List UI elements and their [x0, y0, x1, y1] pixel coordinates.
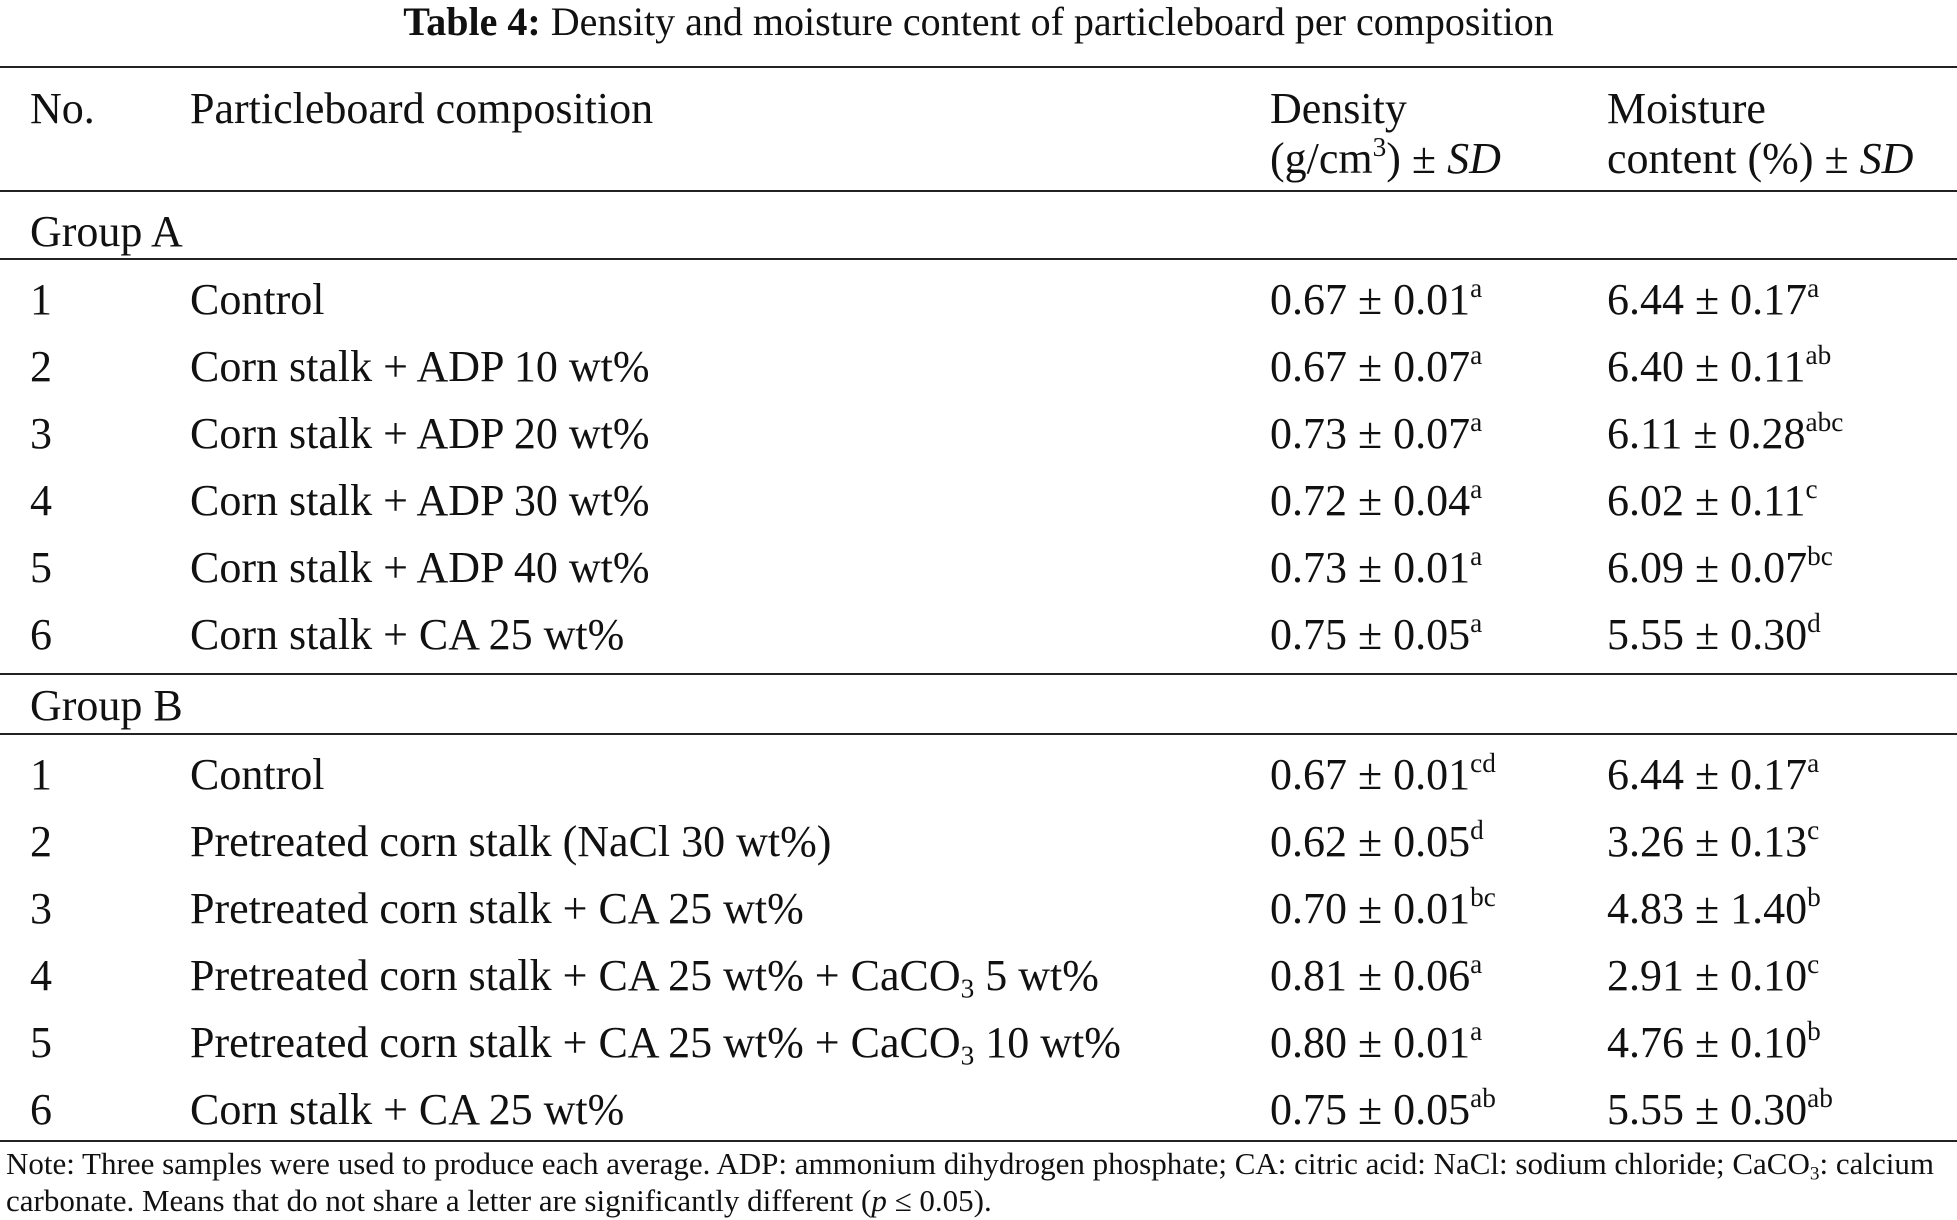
density-letter: a: [1470, 474, 1483, 505]
row-moisture: [1607, 750, 1819, 800]
header-density-unit-open: (g/cm: [1270, 134, 1373, 183]
density-value: 0.81 ± 0.06: [1270, 951, 1471, 1000]
table-note: [6, 1145, 1956, 1219]
header-density-line1: Density: [1270, 84, 1407, 133]
row-composition: Pretreated corn stalk + CA 25 wt%: [190, 884, 804, 933]
row-composition: Control: [190, 275, 325, 324]
row-density: [1270, 275, 1482, 325]
header-density-unit-exp: 3: [1372, 132, 1387, 163]
density-value: 0.72 ± 0.04: [1270, 476, 1471, 525]
composition-subscript: 3: [960, 973, 975, 1004]
header-moisture: [1607, 84, 1913, 184]
density-letter: a: [1470, 273, 1483, 304]
composition-text: Pretreated corn stalk + CA 25 wt% + CaCO: [190, 951, 961, 1000]
table-caption-text: Density and moisture content of particleboard per composition: [550, 0, 1554, 44]
row-density: [1270, 750, 1496, 800]
row-no: 5: [30, 543, 52, 592]
moisture-value: 4.83 ± 1.40: [1607, 884, 1808, 933]
row-density: [1270, 1018, 1482, 1068]
moisture-value: 4.76 ± 0.10: [1607, 1018, 1808, 1067]
moisture-value: 2.91 ± 0.10: [1607, 951, 1808, 1000]
header-composition: Particleboard composition: [190, 84, 654, 133]
row-moisture: [1607, 951, 1819, 1001]
row-density: [1270, 817, 1484, 867]
row-composition: Control: [190, 750, 325, 799]
row-density: [1270, 342, 1482, 392]
row-no: 3: [30, 409, 52, 458]
row-density: [1270, 884, 1496, 934]
density-value: 0.75 ± 0.05: [1270, 1085, 1471, 1134]
row-moisture: [1607, 1018, 1821, 1068]
density-letter: ab: [1470, 1083, 1496, 1114]
moisture-letter: bc: [1807, 541, 1833, 572]
header-moisture-line1: Moisture: [1607, 84, 1766, 133]
row-moisture: [1607, 409, 1843, 459]
row-composition: [190, 1018, 1121, 1071]
moisture-letter: c: [1807, 815, 1820, 846]
note-text-2: : calcium carbonate. Means that do not share a letter are significantly different (: [6, 1146, 1934, 1218]
row-no: 6: [30, 1085, 52, 1134]
group-a-rule: [0, 258, 1957, 260]
moisture-value: 6.40 ± 0.11: [1607, 342, 1806, 391]
row-no: 2: [30, 342, 52, 391]
density-value: 0.67 ± 0.07: [1270, 342, 1471, 391]
moisture-letter: c: [1805, 474, 1818, 505]
row-moisture: [1607, 817, 1819, 867]
composition-subscript: 3: [960, 1040, 975, 1071]
note-subscript: 3: [1809, 1163, 1820, 1185]
row-composition: [190, 951, 1099, 1004]
row-density: [1270, 476, 1482, 526]
moisture-value: 6.02 ± 0.11: [1607, 476, 1806, 525]
row-composition: Corn stalk + ADP 40 wt%: [190, 543, 650, 592]
row-composition: Pretreated corn stalk (NaCl 30 wt%): [190, 817, 832, 866]
top-rule: [0, 66, 1957, 68]
row-density: [1270, 409, 1482, 459]
group-a-end-rule: [0, 673, 1957, 675]
density-value: 0.73 ± 0.07: [1270, 409, 1471, 458]
density-letter: d: [1470, 815, 1484, 846]
row-no: 4: [30, 476, 52, 525]
density-value: 0.75 ± 0.05: [1270, 610, 1471, 659]
row-density: [1270, 543, 1482, 593]
header-density-sd: SD: [1447, 134, 1501, 183]
density-value: 0.70 ± 0.01: [1270, 884, 1471, 933]
moisture-value: 6.44 ± 0.17: [1607, 275, 1808, 324]
moisture-letter: b: [1807, 1016, 1821, 1047]
density-value: 0.67 ± 0.01: [1270, 750, 1471, 799]
density-letter: cd: [1470, 748, 1496, 779]
density-value: 0.67 ± 0.01: [1270, 275, 1471, 324]
header-moisture-sd: SD: [1859, 134, 1914, 183]
header-density: [1270, 84, 1501, 184]
header-density-unit-close: ) ±: [1386, 134, 1448, 183]
moisture-letter: ab: [1805, 340, 1832, 371]
composition-text-end: 5 wt%: [974, 951, 1099, 1000]
table-caption-label: Table 4:: [403, 0, 541, 44]
density-letter: bc: [1470, 882, 1496, 913]
row-density: [1270, 1085, 1496, 1135]
row-density: [1270, 610, 1482, 660]
note-text-3: ≤ 0.05).: [886, 1183, 992, 1218]
moisture-value: 6.11 ± 0.28: [1607, 409, 1806, 458]
row-composition: Corn stalk + CA 25 wt%: [190, 610, 625, 659]
density-value: 0.62 ± 0.05: [1270, 817, 1471, 866]
density-value: 0.80 ± 0.01: [1270, 1018, 1471, 1067]
composition-text-end: 10 wt%: [974, 1018, 1121, 1067]
row-moisture: [1607, 610, 1821, 660]
row-moisture: [1607, 543, 1833, 593]
header-no: No.: [30, 84, 95, 133]
row-density: [1270, 951, 1482, 1001]
row-composition: Corn stalk + ADP 30 wt%: [190, 476, 650, 525]
row-no: 5: [30, 1018, 52, 1067]
row-no: 6: [30, 610, 52, 659]
density-value: 0.73 ± 0.01: [1270, 543, 1471, 592]
row-no: 3: [30, 884, 52, 933]
moisture-letter: b: [1807, 882, 1821, 913]
row-moisture: [1607, 342, 1831, 392]
moisture-letter: ab: [1807, 1083, 1833, 1114]
bottom-rule: [0, 1140, 1957, 1142]
moisture-value: 6.44 ± 0.17: [1607, 750, 1808, 799]
moisture-value: 5.55 ± 0.30: [1607, 610, 1808, 659]
row-no: 2: [30, 817, 52, 866]
density-letter: a: [1470, 541, 1483, 572]
moisture-letter: c: [1807, 949, 1820, 980]
moisture-letter: a: [1807, 748, 1820, 779]
row-no: 4: [30, 951, 52, 1000]
moisture-value: 6.09 ± 0.07: [1607, 543, 1808, 592]
density-letter: a: [1470, 340, 1483, 371]
moisture-letter: d: [1807, 608, 1821, 639]
row-composition: Corn stalk + ADP 10 wt%: [190, 342, 650, 391]
density-letter: a: [1470, 608, 1483, 639]
row-moisture: [1607, 476, 1818, 526]
row-moisture: [1607, 1085, 1833, 1135]
group-title-a: Group A: [30, 207, 183, 256]
row-moisture: [1607, 275, 1819, 325]
row-no: 1: [30, 750, 52, 799]
density-letter: a: [1470, 407, 1483, 438]
header-moisture-line2: content (%) ±: [1607, 134, 1860, 183]
moisture-letter: a: [1807, 273, 1820, 304]
row-moisture: [1607, 884, 1821, 934]
note-p: p: [871, 1183, 887, 1218]
note-text-1: Note: Three samples were used to produce each average. ADP: ammonium dihydrogen phosphate; CA: citric acid: NaCl: sodium chloride; CaCO: [6, 1146, 1810, 1181]
moisture-value: 5.55 ± 0.30: [1607, 1085, 1808, 1134]
moisture-value: 3.26 ± 0.13: [1607, 817, 1808, 866]
row-composition: Corn stalk + ADP 20 wt%: [190, 409, 650, 458]
composition-text: Pretreated corn stalk + CA 25 wt% + CaCO: [190, 1018, 961, 1067]
table-caption: [0, 0, 1957, 44]
group-title-b: Group B: [30, 681, 183, 730]
row-no: 1: [30, 275, 52, 324]
density-letter: a: [1470, 1016, 1483, 1047]
row-composition: Corn stalk + CA 25 wt%: [190, 1085, 625, 1134]
header-rule: [0, 190, 1957, 192]
moisture-letter: abc: [1805, 407, 1844, 438]
density-letter: a: [1470, 949, 1483, 980]
group-b-rule: [0, 733, 1957, 735]
